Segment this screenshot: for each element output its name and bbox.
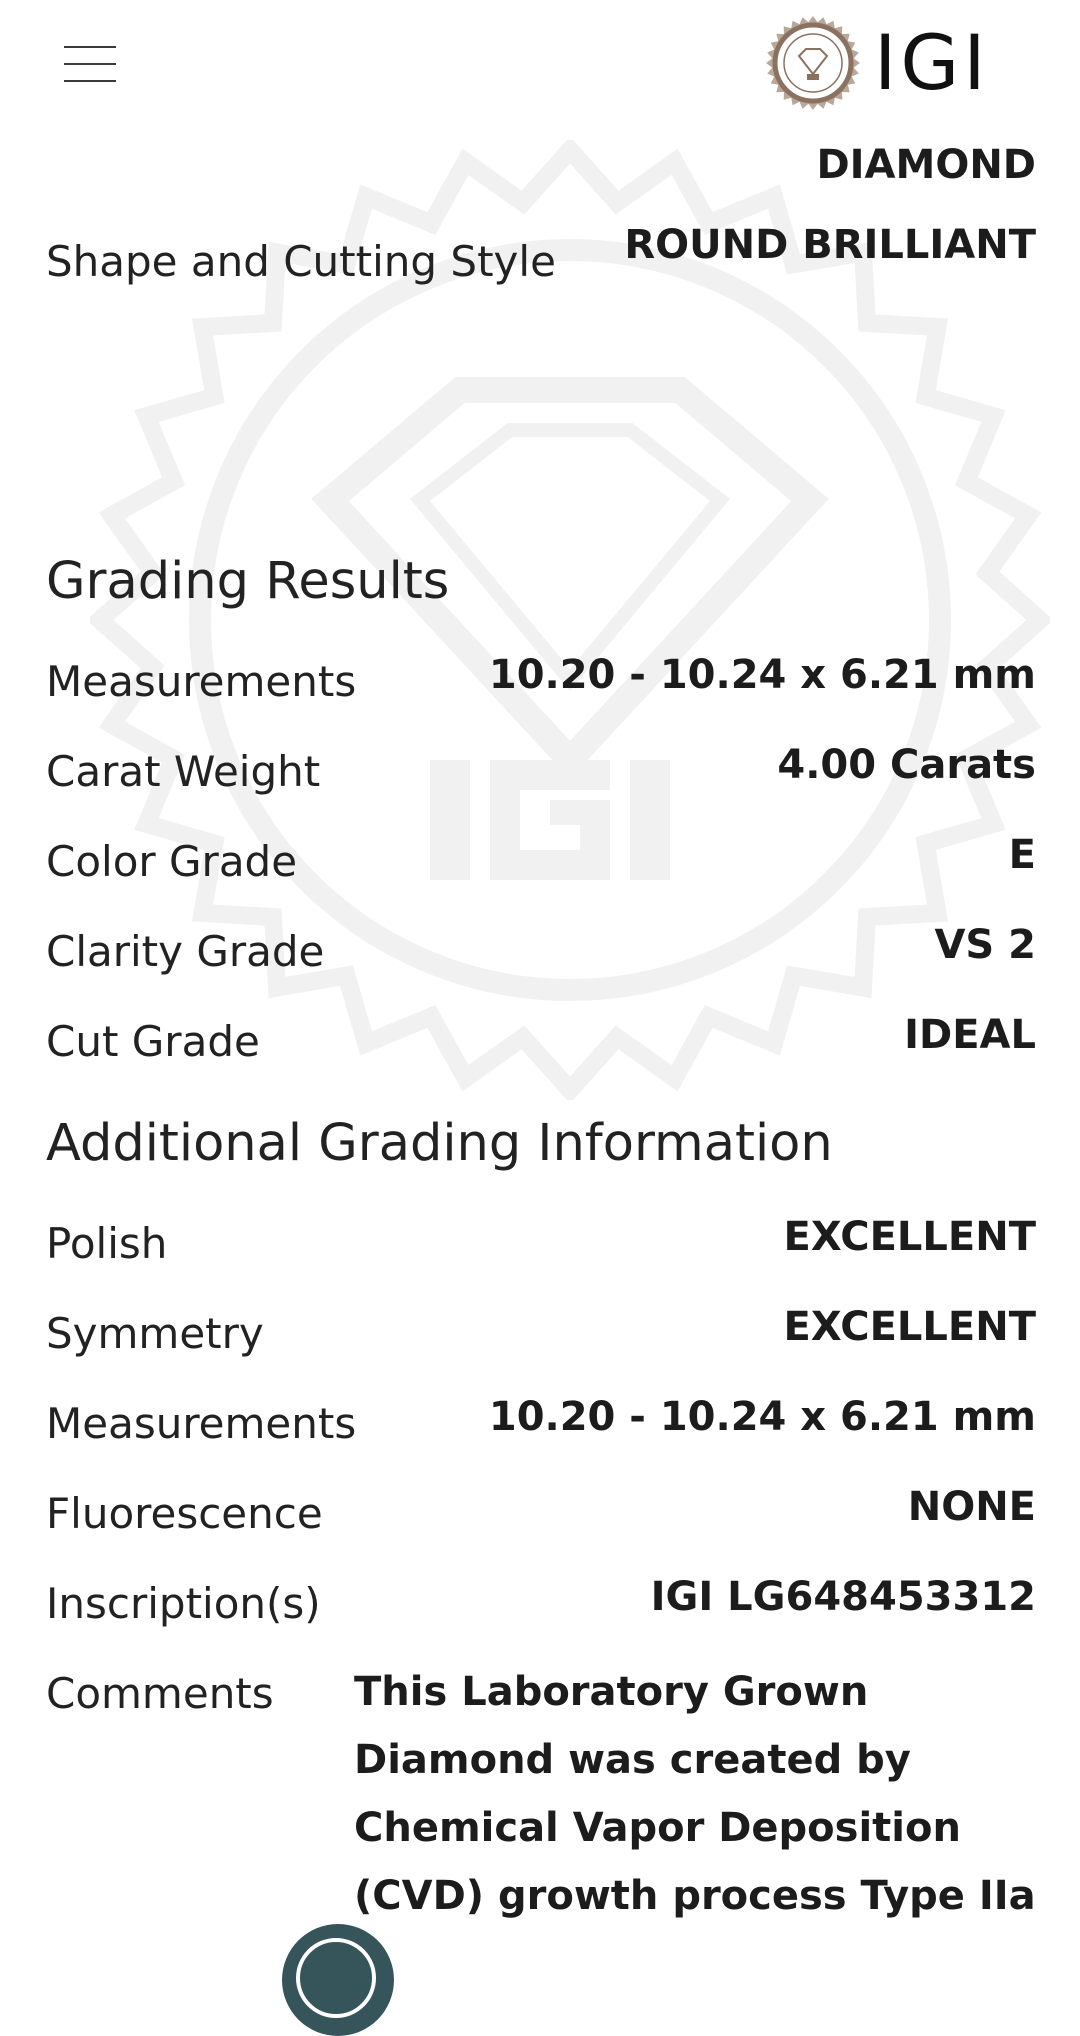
table-row: [46, 1012, 1036, 1072]
row-value: 4.00 Carats: [777, 742, 1036, 788]
menu-bar-bottom: [64, 80, 116, 82]
type-value: DIAMOND: [816, 142, 1036, 188]
row-label: Inscription(s): [46, 1579, 321, 1628]
grading-results-title: Grading Results: [46, 552, 450, 611]
floating-action-button[interactable]: [282, 1924, 394, 2036]
row-label: Symmetry: [46, 1309, 264, 1358]
comments-label: Comments: [46, 1669, 274, 1718]
table-row: [46, 1574, 1036, 1634]
row-label: Clarity Grade: [46, 927, 325, 976]
type-row: [46, 142, 1036, 202]
row-label: Color Grade: [46, 837, 298, 886]
hamburger-menu-icon[interactable]: [58, 40, 122, 88]
row-value: EXCELLENT: [783, 1304, 1036, 1350]
row-value: NONE: [907, 1484, 1036, 1530]
menu-bar-middle: [64, 63, 116, 65]
row-label: Polish: [46, 1219, 168, 1268]
row-value: VS 2: [934, 922, 1036, 968]
igi-logo[interactable]: [766, 16, 990, 110]
igi-seal-icon: [766, 16, 860, 110]
menu-bar-top: [64, 46, 116, 48]
table-row: [46, 1484, 1036, 1544]
table-row: [46, 742, 1036, 802]
row-value: EXCELLENT: [783, 1214, 1036, 1260]
row-label: Carat Weight: [46, 747, 321, 796]
row-value: IGI LG648453312: [650, 1574, 1036, 1620]
row-value: 10.20 - 10.24 x 6.21 mm: [488, 1394, 1036, 1440]
additional-grading-title: Additional Grading Information: [46, 1114, 833, 1173]
table-row: [46, 1304, 1036, 1364]
row-value: 10.20 - 10.24 x 6.21 mm: [488, 652, 1036, 698]
comments-value: This Laboratory Grown Diamond was created by Chemical Vapor Deposition (CVD) growth process Type IIa: [354, 1669, 1036, 1919]
shape-value: ROUND BRILLIANT: [624, 222, 1036, 268]
table-row: [46, 922, 1036, 982]
row-label: Measurements: [46, 1399, 357, 1448]
table-row: [46, 652, 1036, 712]
table-row: [46, 1394, 1036, 1454]
table-row: [46, 1214, 1036, 1274]
row-label: Cut Grade: [46, 1017, 260, 1066]
row-value: IDEAL: [904, 1012, 1036, 1058]
top-header: [0, 0, 1080, 130]
row-value: E: [1008, 832, 1036, 878]
shape-label: Shape and Cutting Style: [46, 237, 556, 286]
row-label: Fluorescence: [46, 1489, 323, 1538]
logo-text: IGI: [874, 18, 990, 107]
shape-row: [46, 222, 1036, 286]
table-row: [46, 832, 1036, 892]
row-label: Measurements: [46, 657, 357, 706]
